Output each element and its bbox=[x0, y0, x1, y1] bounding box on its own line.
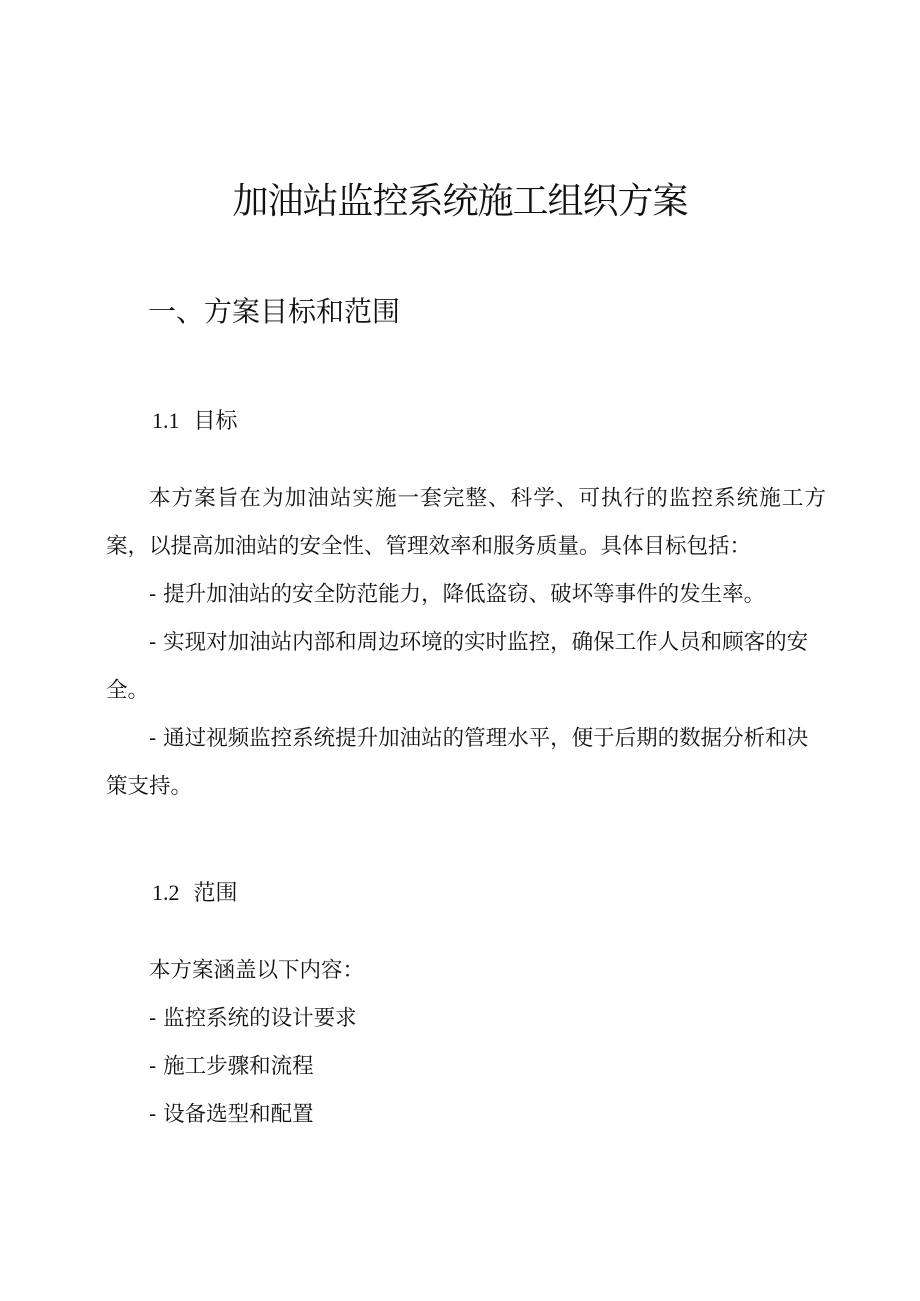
subsection-heading-scope bbox=[152, 876, 238, 911]
subsection-label: 目标 bbox=[193, 409, 238, 434]
section-heading: 一、方案目标和范围 bbox=[148, 295, 401, 328]
goal-item: - 提升加油站的安全防范能力，降低盗窃、破坏等事件的发生率。 bbox=[149, 582, 766, 607]
scope-item: - 设备选型和配置 bbox=[149, 1102, 314, 1127]
scope-item: - 施工步骤和流程 bbox=[149, 1054, 314, 1079]
scope-item: - 监控系统的设计要求 bbox=[149, 1006, 357, 1031]
goal-item: - 实现对加油站内部和周边环境的实时监控，确保工作人员和顾客的安全。 bbox=[106, 630, 809, 703]
subsection-label: 范围 bbox=[193, 881, 238, 906]
subsection-heading-goals bbox=[152, 404, 238, 439]
goal-item: - 通过视频监控系统提升加油站的管理水平，便于后期的数据分析和决策支持。 bbox=[106, 726, 809, 799]
subsection-number: 1.2 bbox=[152, 880, 180, 905]
scope-intro: 本方案涵盖以下内容： bbox=[149, 958, 365, 983]
document-title: 加油站监控系统施工组织方案 bbox=[232, 181, 688, 222]
subsection-number: 1.1 bbox=[152, 408, 180, 433]
goals-paragraph: 本方案旨在为加油站实施一套完整、科学、可执行的监控系统施工方案，以提高加油站的安全性、管理效率和服务质量。具体目标包括： bbox=[106, 486, 826, 559]
